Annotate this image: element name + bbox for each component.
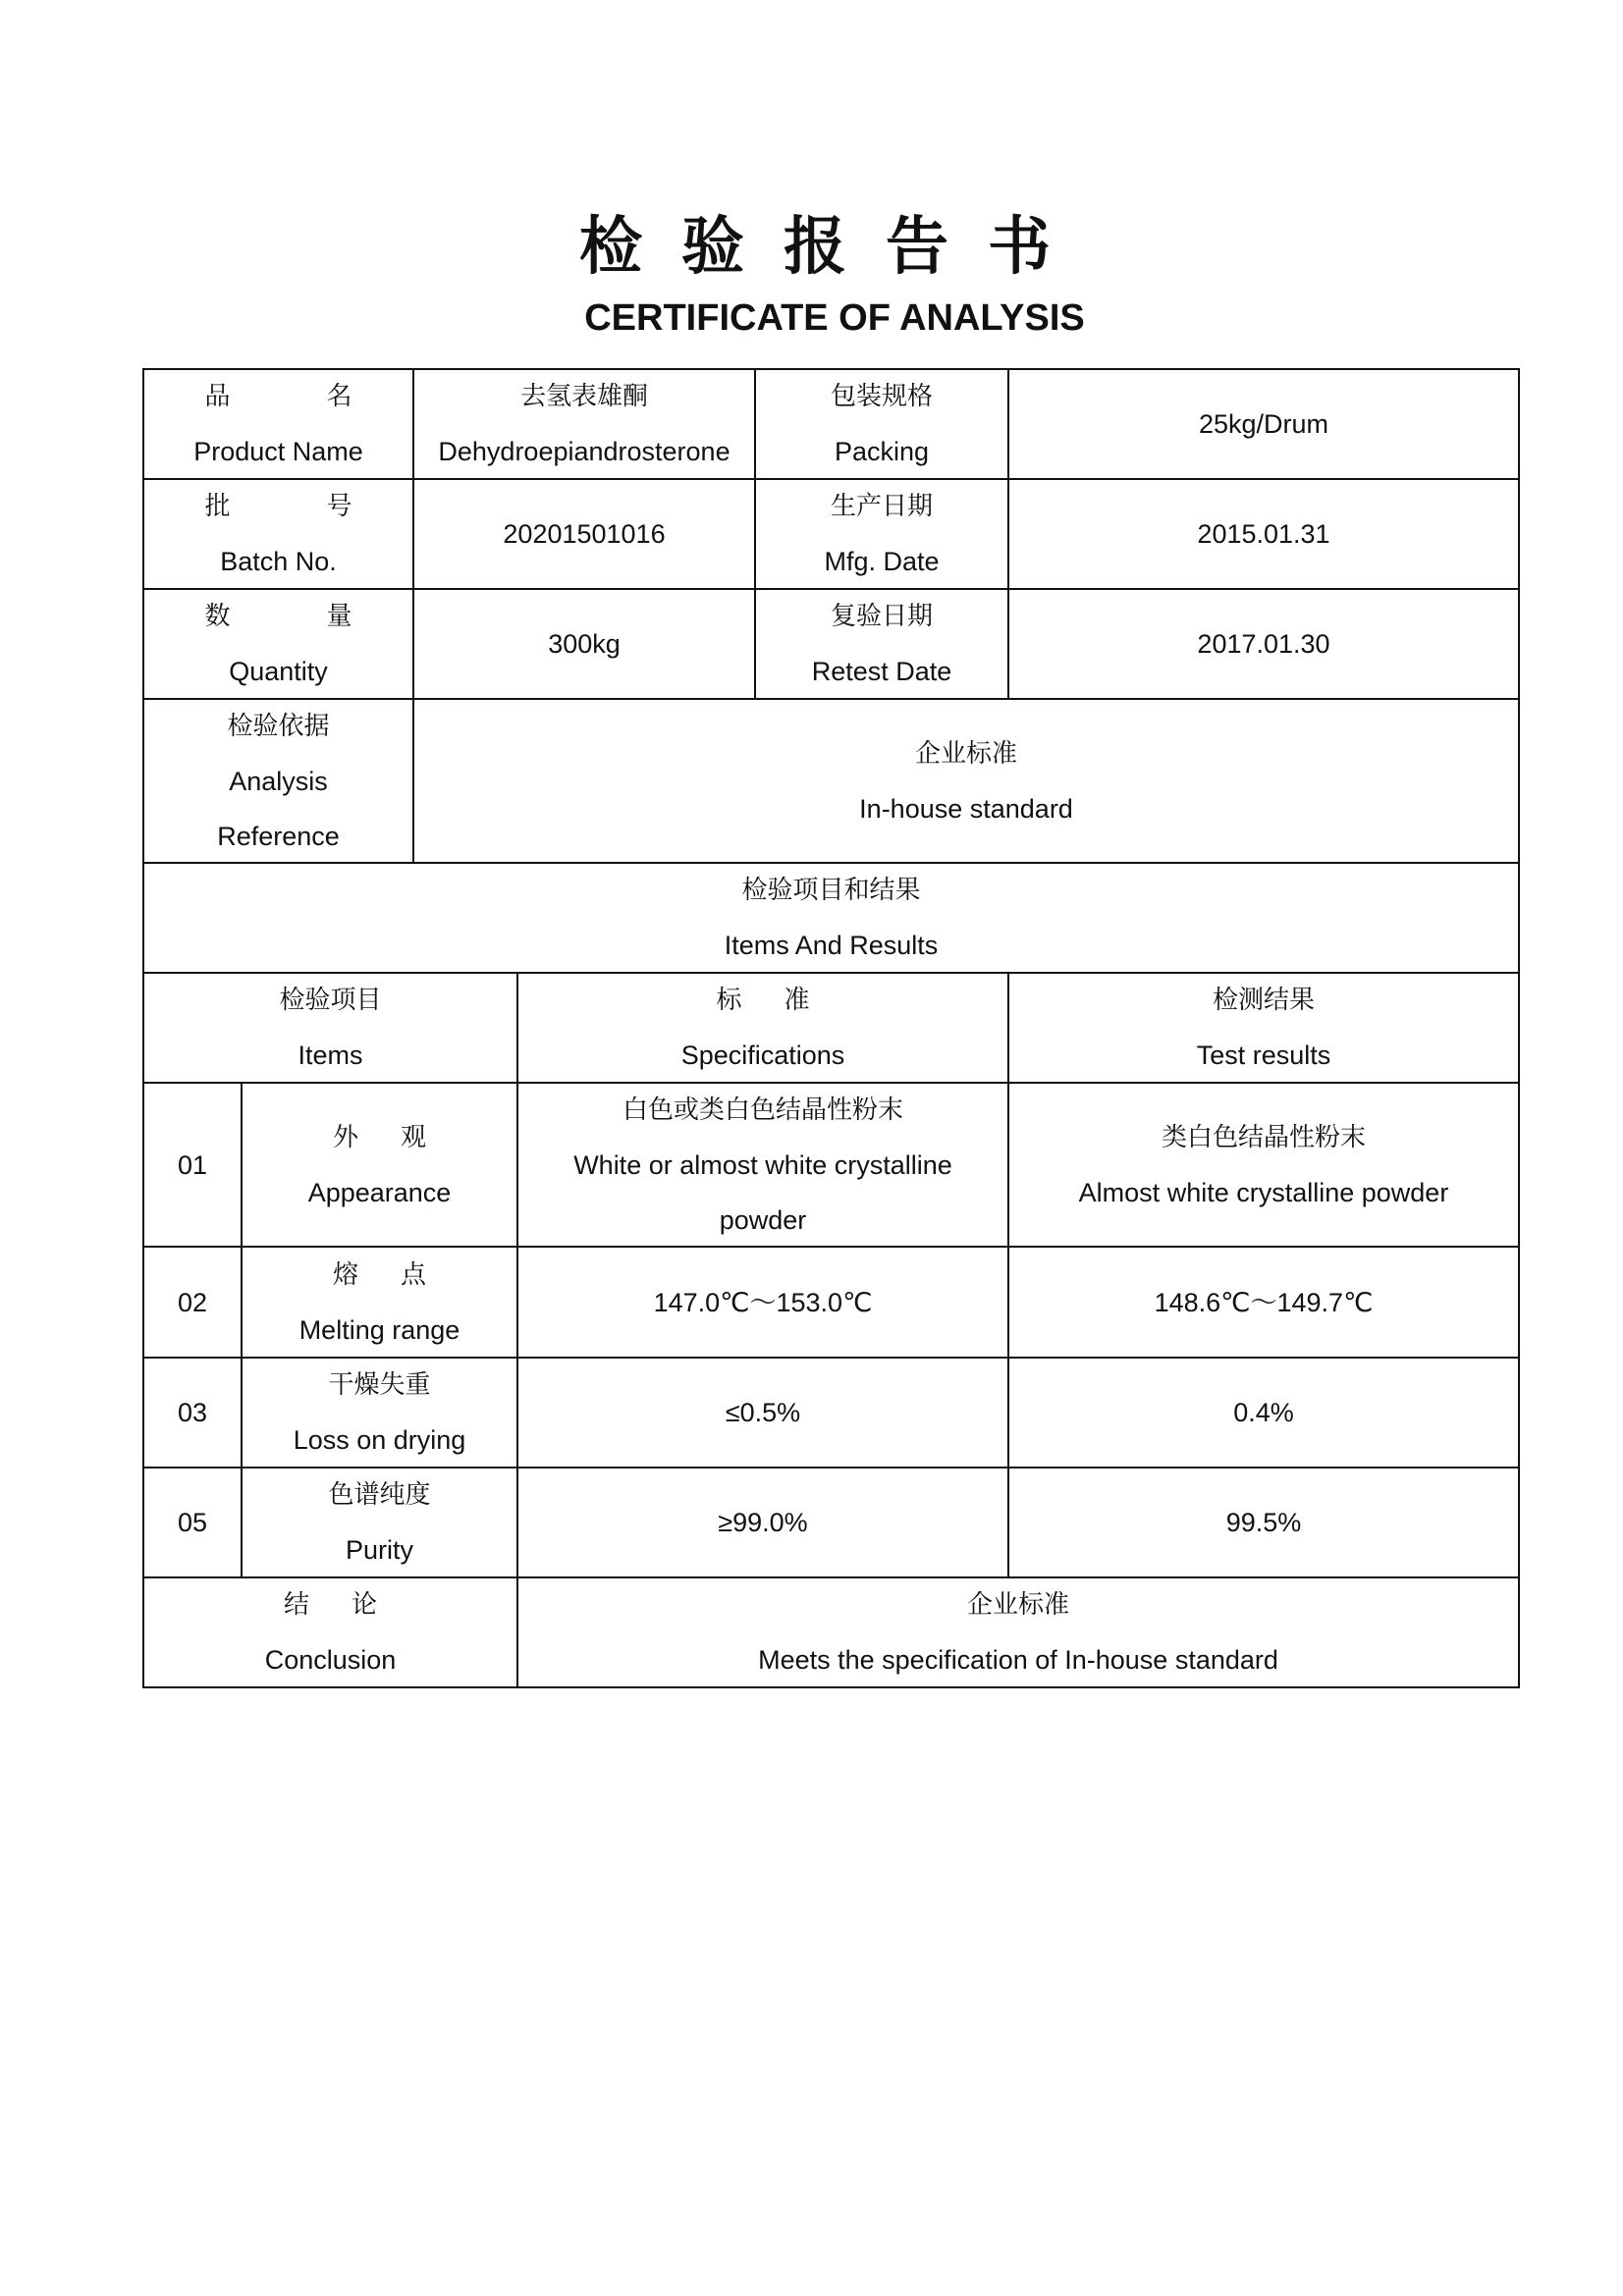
- result-loss-on-drying: 0.4%: [1233, 1398, 1294, 1427]
- spec-appearance: 白色或类白色结晶性粉末 White or almost white crystalline powder: [573, 1095, 952, 1235]
- reference-label: 检验依据 Analysis Reference: [217, 711, 340, 851]
- item-melting-range: 熔 点 Melting range: [298, 1259, 460, 1345]
- table-row-number: 02: [177, 1287, 208, 1317]
- table-row-number: 05: [177, 1508, 208, 1537]
- result-purity: 99.5%: [1225, 1508, 1302, 1537]
- batch-value: 20201501016: [503, 519, 666, 549]
- quantity-value: 300kg: [548, 629, 621, 659]
- column-header-specifications: 标 准 Specifications: [680, 986, 845, 1070]
- conclusion-value: 企业标准 Meets the specification of In-house standard: [758, 1590, 1278, 1675]
- document-title-en: CERTIFICATE OF ANALYSIS: [584, 297, 1085, 339]
- retest-date-value: 2017.01.30: [1197, 629, 1330, 659]
- item-appearance: 外 观 Appearance: [307, 1122, 452, 1207]
- item-loss-on-drying: 干燥失重 Loss on drying: [293, 1370, 466, 1455]
- reference-value: 企业标准 In-house standard: [859, 738, 1073, 824]
- result-appearance: 类白色结晶性粉末 Almost white crystalline powder: [1078, 1122, 1449, 1207]
- packing-label: 包装规格 Packing: [830, 382, 933, 466]
- mfg-date-value: 2015.01.31: [1197, 519, 1330, 549]
- mfg-date-label: 生产日期 Mfg. Date: [824, 492, 940, 576]
- quantity-label: 数 量 Quantity: [204, 602, 352, 686]
- result-melting-range: 148.6℃～149.7℃: [1154, 1287, 1374, 1317]
- item-purity: 色谱纯度 Purity: [328, 1480, 431, 1565]
- table-row-number: 03: [177, 1398, 208, 1427]
- retest-date-label: 复验日期 Retest Date: [811, 602, 952, 686]
- conclusion-label: 结 论 Conclusion: [264, 1590, 397, 1675]
- spec-melting-range: 147.0℃～153.0℃: [653, 1287, 873, 1317]
- spec-purity: ≥99.0%: [718, 1508, 808, 1537]
- packing-value: 25kg/Drum: [1198, 409, 1329, 439]
- spec-loss-on-drying: ≤0.5%: [725, 1398, 801, 1427]
- column-header-test-results: 检测结果 Test results: [1196, 986, 1331, 1070]
- product-name-value: 去氢表雄酮 Dehydroepiandrosterone: [438, 382, 730, 466]
- document-title-cn: 检验报告书: [579, 210, 1090, 284]
- table-row-number: 01: [177, 1149, 208, 1180]
- column-header-items: 检验项目 Items: [279, 986, 382, 1070]
- product-name-label: 品 名 Product Name: [193, 382, 363, 466]
- batch-label: 批 号 Batch No.: [204, 492, 352, 576]
- items-results-header: 检验项目和结果 Items And Results: [724, 876, 939, 960]
